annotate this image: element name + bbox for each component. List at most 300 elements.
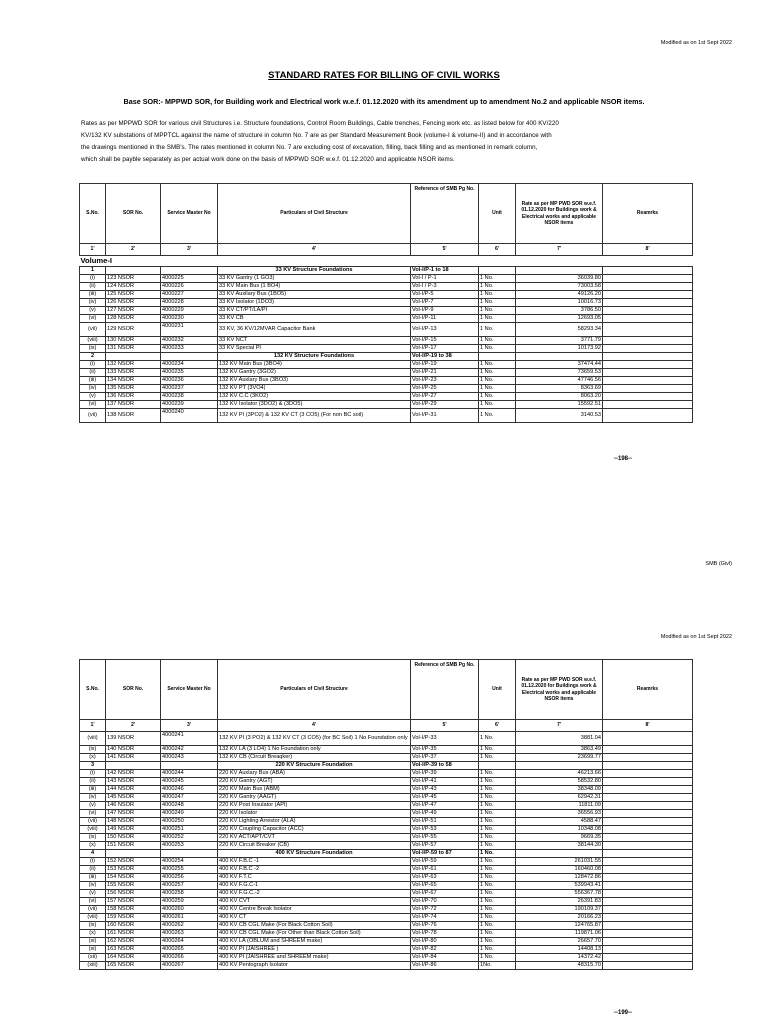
cell-unit: 1 No. xyxy=(479,746,516,754)
cell-sor: 126 NSOR xyxy=(106,299,161,307)
cell-rate: 10173.92 xyxy=(516,345,603,353)
cell-unit: 1 No. xyxy=(479,810,516,818)
table-row xyxy=(80,882,693,890)
cell-sno: (v) xyxy=(80,393,106,401)
table-row xyxy=(80,946,693,954)
cell-ref: Vol-I/P-49 xyxy=(411,810,479,818)
cell-sm: 4000240 xyxy=(161,409,218,423)
cell-sor: 146 NSOR xyxy=(106,802,161,810)
cell-rate: 3140.53 xyxy=(516,409,603,423)
cell-sm: 4000254 xyxy=(161,858,218,866)
cell-part: 132 KV PI (3PO2) & 132 KV CT (3 CO5) (For non BC soil) xyxy=(218,409,411,423)
cell-part: 220 KV Main Bus (ABM) xyxy=(218,786,411,794)
cell-sno: (i) xyxy=(80,770,106,778)
cell-rem xyxy=(603,826,693,834)
cell-rem xyxy=(603,299,693,307)
cell-sm: 4000264 xyxy=(161,938,218,946)
cell-rate: 49126.20 xyxy=(516,291,603,299)
cell-sno: (iv) xyxy=(80,385,106,393)
cell-ref: Vol-I/P-67 xyxy=(411,890,479,898)
cell-sm: 4000259 xyxy=(161,898,218,906)
cell-part: 400 KV F.B.C -2 xyxy=(218,866,411,874)
intro-paragraph xyxy=(81,118,681,166)
table-row xyxy=(80,307,693,315)
cell-sno: (vi) xyxy=(80,401,106,409)
table-row xyxy=(80,315,693,323)
cell-sno: (iii) xyxy=(80,874,106,882)
cell-rem xyxy=(603,732,693,746)
cell-sno: 1 xyxy=(80,267,106,275)
cell-sm: 4000252 xyxy=(161,834,218,842)
cell-sor: 129 NSOR xyxy=(106,323,161,337)
cell-rate: 3881.04 xyxy=(516,732,603,746)
cell-part: 400 KV F.G.C-1 xyxy=(218,882,411,890)
cell-unit: 1 No. xyxy=(479,914,516,922)
cell-ref: Vol-I/P-41 xyxy=(411,778,479,786)
cell-part: 33 KV Structure Foundations xyxy=(218,267,411,275)
cell-ref: Vol-I/P-55 xyxy=(411,834,479,842)
cell-part: 33 KV NCT xyxy=(218,337,411,345)
table-row xyxy=(80,954,693,962)
cell-rate: 48315.70 xyxy=(516,962,603,970)
table-row xyxy=(80,283,693,291)
cell-sm xyxy=(161,762,218,770)
cell-sm: 4000242 xyxy=(161,746,218,754)
cell-rem xyxy=(603,337,693,345)
cell-part: 400 KV CB CGL Make (For Other than Black Cotton Soil) xyxy=(218,930,411,938)
cell-part: 132 KV Gantry (3GO2) xyxy=(218,369,411,377)
cell-sm: 4000227 xyxy=(161,291,218,299)
cell-sor: 154 NSOR xyxy=(106,874,161,882)
cell-rem xyxy=(603,938,693,946)
cell-rem xyxy=(603,850,693,858)
cell-rate: 46213.66 xyxy=(516,770,603,778)
column-header: Service Master No xyxy=(161,660,218,720)
cell-unit: 1 No. xyxy=(479,938,516,946)
cell-rate: 37474.44 xyxy=(516,361,603,369)
cell-part: 132 KV PI (3 PO2) & 132 KV CT (3 CO5) (for BC Soil) 1 No Foundation only xyxy=(218,732,411,746)
cell-part: 132 KV Auxlary Bus (3BO3) xyxy=(218,377,411,385)
column-header: Unit xyxy=(479,660,516,720)
cell-sno: (i) xyxy=(80,858,106,866)
cell-sno: (v) xyxy=(80,802,106,810)
cell-ref: Vol-I/P-76 xyxy=(411,922,479,930)
table-header-row xyxy=(80,184,693,244)
column-number: 5' xyxy=(411,244,479,256)
cell-rate: 160460.08 xyxy=(516,866,603,874)
column-header: Reference of SMB Pg No. xyxy=(411,184,479,244)
cell-sno: (i) xyxy=(80,361,106,369)
table-row xyxy=(80,930,693,938)
cell-sm: 4000236 xyxy=(161,377,218,385)
cell-sno: (xiii) xyxy=(80,962,106,970)
cell-sor xyxy=(106,762,161,770)
cell-rem xyxy=(603,842,693,850)
cell-rem xyxy=(603,906,693,914)
cell-unit: 1 No. xyxy=(479,345,516,353)
cell-part: 220 KV Coupling Capacitor (ACC) xyxy=(218,826,411,834)
cell-sno: (ix) xyxy=(80,746,106,754)
column-header: Particulars of Civil Structure xyxy=(218,660,411,720)
cell-unit: 1 No. xyxy=(479,337,516,345)
cell-rate: 9669.35 xyxy=(516,834,603,842)
column-number: 7' xyxy=(516,720,603,732)
cell-ref: Vol-I/P-39 to 58 xyxy=(411,762,479,770)
cell-ref: Vol-I/P-47 xyxy=(411,802,479,810)
cell-part: 220 KV Gantry (AAGT) xyxy=(218,794,411,802)
cell-ref: Vol-I/P-82 xyxy=(411,946,479,954)
cell-sor: 152 NSOR xyxy=(106,858,161,866)
cell-sm: 4000267 xyxy=(161,962,218,970)
intro-line: Rates as per MPPWD SOR for various civil Structures i.e. Structure foundations, Control Room Buildings, Cable trenches, Fencing work etc. as listed below for 400 KV/220 xyxy=(81,120,559,127)
column-header: Unit xyxy=(479,184,516,244)
cell-ref: Vol-I/P-84 xyxy=(411,954,479,962)
cell-part: 132 KV Structure Foundations xyxy=(218,353,411,361)
cell-sno: (x) xyxy=(80,754,106,762)
cell-sm: 4000266 xyxy=(161,954,218,962)
cell-ref: Vol-I/P-70 xyxy=(411,898,479,906)
cell-rem xyxy=(603,353,693,361)
table-row xyxy=(80,874,693,882)
cell-rate: 14372.42 xyxy=(516,954,603,962)
cell-rate: 4588.47 xyxy=(516,818,603,826)
cell-sm: 4000249 xyxy=(161,810,218,818)
table-row xyxy=(80,858,693,866)
cell-sm: 4000260 xyxy=(161,906,218,914)
cell-sor: 128 NSOR xyxy=(106,315,161,323)
cell-sno: (iv) xyxy=(80,794,106,802)
cell-sm: 4000250 xyxy=(161,818,218,826)
cell-rem xyxy=(603,962,693,970)
cell-sno: (vii) xyxy=(80,409,106,423)
cell-sno: (viii) xyxy=(80,732,106,746)
cell-sm: 4000232 xyxy=(161,337,218,345)
cell-ref: Vol-I/P-65 xyxy=(411,882,479,890)
cell-sm: 4000228 xyxy=(161,299,218,307)
cell-ref: Vol-I/P-61 xyxy=(411,866,479,874)
cell-sm: 4000265 xyxy=(161,946,218,954)
cell-unit: 1 No. xyxy=(479,922,516,930)
column-header: Reference of SMB Pg No. xyxy=(411,660,479,720)
table-row xyxy=(80,834,693,842)
cell-sno: 2 xyxy=(80,353,106,361)
column-number: 7' xyxy=(516,244,603,256)
cell-rem xyxy=(603,409,693,423)
cell-sm: 4000248 xyxy=(161,802,218,810)
intro-line: which shall be payble separately as per actual work done on the basis of MPPWD SOR w.e.f. 01.12.2020 and applicable NSOR items. xyxy=(81,156,455,163)
cell-sor: 133 NSOR xyxy=(106,369,161,377)
cell-ref: Vol-I/P-7 xyxy=(411,299,479,307)
column-number: 4' xyxy=(218,720,411,732)
column-header: Reamrks xyxy=(603,660,693,720)
cell-unit: 1 No. xyxy=(479,866,516,874)
cell-sor xyxy=(106,850,161,858)
cell-sor: 131 NSOR xyxy=(106,345,161,353)
cell-rate xyxy=(516,762,603,770)
column-number: 8' xyxy=(603,720,693,732)
cell-rate xyxy=(516,850,603,858)
cell-part: 220 KV Isolator xyxy=(218,810,411,818)
cell-unit xyxy=(479,762,516,770)
cell-rate: 12693.05 xyxy=(516,315,603,323)
table-row xyxy=(80,898,693,906)
footer-note: SMB (Givl) xyxy=(705,561,732,567)
cell-rate: 14408.13 xyxy=(516,946,603,954)
cell-sno: (ix) xyxy=(80,834,106,842)
cell-sm: 4000234 xyxy=(161,361,218,369)
column-header: Rate as per MP PWD SOR w.e.f. 01.12.2020 for Buildings work & Electrical works and applicable NSOR items xyxy=(516,184,603,244)
table-row xyxy=(80,385,693,393)
cell-sno: (i) xyxy=(80,275,106,283)
cell-unit: 1 No. xyxy=(479,732,516,746)
table-row xyxy=(80,393,693,401)
cell-unit: 1 No. xyxy=(479,834,516,842)
column-number: 5' xyxy=(411,720,479,732)
cell-unit: 1 No. xyxy=(479,954,516,962)
cell-part: 400 KV F.G.C.-2 xyxy=(218,890,411,898)
cell-part: 400 KV CT xyxy=(218,914,411,922)
cell-rate: 36556.93 xyxy=(516,810,603,818)
cell-sor xyxy=(106,353,161,361)
cell-rate: 119871.06 xyxy=(516,930,603,938)
cell-part: 220 KV Lighting Arrestor (ALA) xyxy=(218,818,411,826)
cell-rem xyxy=(603,283,693,291)
cell-part: 33 KV, 36 KV/12MVAR Capacitor Bank xyxy=(218,323,411,337)
cell-unit: 1 No. xyxy=(479,930,516,938)
cell-ref: Vol-I/P-19 xyxy=(411,361,479,369)
cell-unit: 1 No. xyxy=(479,882,516,890)
cell-ref: Vol-I/P-59 xyxy=(411,858,479,866)
table-row xyxy=(80,810,693,818)
cell-unit: 1 No. xyxy=(479,826,516,834)
cell-rem xyxy=(603,315,693,323)
base-sor-note: Base SOR:- MPPWD SOR, for Building work and Electrical work w.e.f. 01.12.2020 with its amendment up to amendment No.2 and applicable NSOR items. xyxy=(123,97,645,106)
cell-rate: 124765.87 xyxy=(516,922,603,930)
cell-rem xyxy=(603,778,693,786)
cell-part: 220 KV Post Insulator (API) xyxy=(218,802,411,810)
cell-rate: 73659.53 xyxy=(516,369,603,377)
cell-ref: Vol-I/P-72 xyxy=(411,906,479,914)
cell-rem xyxy=(603,786,693,794)
volume-row xyxy=(80,256,693,267)
table-row xyxy=(80,409,693,423)
cell-sno: (iii) xyxy=(80,377,106,385)
cell-part: 400 KV Structure Foundation xyxy=(218,850,411,858)
cell-ref: Vol-I/P-9 xyxy=(411,307,479,315)
column-number: 3' xyxy=(161,720,218,732)
table-row xyxy=(80,337,693,345)
cell-unit: 1 No. xyxy=(479,842,516,850)
cell-sno: (ii) xyxy=(80,369,106,377)
cell-sno: (vii) xyxy=(80,906,106,914)
cell-unit: 1No. xyxy=(479,962,516,970)
cell-sno: (v) xyxy=(80,890,106,898)
cell-unit: 1 No. xyxy=(479,874,516,882)
cell-sor: 135 NSOR xyxy=(106,385,161,393)
cell-part: 132 KV C.C (3KO2) xyxy=(218,393,411,401)
cell-ref: Vol-I/P-19 to 38 xyxy=(411,353,479,361)
cell-rem xyxy=(603,922,693,930)
cell-part: 400 KV CB CGL Make (For Black Cotton Soil) xyxy=(218,922,411,930)
cell-ref: Vol-I/P-29 xyxy=(411,401,479,409)
table-row xyxy=(80,299,693,307)
cell-unit: 1 No. xyxy=(479,283,516,291)
cell-ref: Vol-I/P-59 to 87 xyxy=(411,850,479,858)
cell-unit: 1 No. xyxy=(479,323,516,337)
cell-rem xyxy=(603,323,693,337)
cell-ref: Vol-I/P-78 xyxy=(411,930,479,938)
cell-ref: Vol-I/P-11 xyxy=(411,315,479,323)
cell-ref: Vol-I/P-63 xyxy=(411,874,479,882)
cell-rate: 26391.83 xyxy=(516,898,603,906)
cell-sor: 140 NSOR xyxy=(106,746,161,754)
cell-ref: Vol-I/P-57 xyxy=(411,842,479,850)
cell-sm xyxy=(161,353,218,361)
cell-sm: 4000245 xyxy=(161,778,218,786)
cell-rem xyxy=(603,946,693,954)
cell-rate: 36039.80 xyxy=(516,275,603,283)
table-row xyxy=(80,275,693,283)
cell-unit: 1 No. xyxy=(479,818,516,826)
column-header: Particulars of Civil Structure xyxy=(218,184,411,244)
cell-rem xyxy=(603,898,693,906)
table-row xyxy=(80,732,693,746)
cell-sor: 134 NSOR xyxy=(106,377,161,385)
cell-sor: 136 NSOR xyxy=(106,393,161,401)
cell-unit: 1 No. xyxy=(479,754,516,762)
intro-line: KV/132 KV substations of MPPTCL against the name of structure in column No. 7 are as per Standard Measurement Book (volume-I & volume-II) and in accordance with xyxy=(81,132,552,139)
cell-sor: 159 NSOR xyxy=(106,914,161,922)
table-row xyxy=(80,938,693,946)
cell-unit: 1 No. xyxy=(479,409,516,423)
cell-sm: 4000238 xyxy=(161,393,218,401)
cell-sno: (iv) xyxy=(80,299,106,307)
cell-rate: 73003.58 xyxy=(516,283,603,291)
cell-rem xyxy=(603,802,693,810)
table-row xyxy=(80,786,693,794)
cell-sm: 4000243 xyxy=(161,754,218,762)
column-number-row xyxy=(80,244,693,256)
cell-rem xyxy=(603,275,693,283)
cell-sno: (vi) xyxy=(80,810,106,818)
table-row xyxy=(80,401,693,409)
cell-sno: (vii) xyxy=(80,323,106,337)
page-number: --199-- xyxy=(614,1010,633,1016)
cell-ref: Vol-I/P-15 xyxy=(411,337,479,345)
cell-unit: 1 No. xyxy=(479,906,516,914)
cell-rate: 190109.37 xyxy=(516,906,603,914)
modified-note: Modified as on 1st Sept 2022 xyxy=(660,634,732,640)
cell-unit: 1 No. xyxy=(479,770,516,778)
cell-sor: 132 NSOR xyxy=(106,361,161,369)
column-number: 1' xyxy=(80,244,106,256)
cell-ref: Vol-I/P-43 xyxy=(411,786,479,794)
cell-part: 33 KV CB xyxy=(218,315,411,323)
table-row xyxy=(80,962,693,970)
cell-rem xyxy=(603,866,693,874)
cell-unit: 1 No. xyxy=(479,307,516,315)
cell-rem xyxy=(603,746,693,754)
cell-part: 400 KV Centre Break Isolator xyxy=(218,906,411,914)
cell-sor: 130 NSOR xyxy=(106,337,161,345)
column-number-row xyxy=(80,720,693,732)
cell-part: 400 KV CVT xyxy=(218,898,411,906)
cell-sm: 4000239 xyxy=(161,401,218,409)
cell-ref: Vol-I/P-53 xyxy=(411,826,479,834)
column-header: Service Master No xyxy=(161,184,218,244)
cell-part: 400 KV Pentograph Isolator xyxy=(218,962,411,970)
cell-sm: 4000244 xyxy=(161,770,218,778)
cell-sno: (viii) xyxy=(80,826,106,834)
cell-sm: 4000258 xyxy=(161,890,218,898)
rates-table xyxy=(79,183,693,423)
section-row xyxy=(80,850,693,858)
column-header: SOR No. xyxy=(106,660,161,720)
cell-sor: 156 NSOR xyxy=(106,890,161,898)
section-row xyxy=(80,267,693,275)
table-row xyxy=(80,818,693,826)
cell-sno: 3 xyxy=(80,762,106,770)
cell-rem xyxy=(603,794,693,802)
cell-sm: 4000237 xyxy=(161,385,218,393)
cell-unit: 1 No. xyxy=(479,946,516,954)
cell-rate: 11811.09 xyxy=(516,802,603,810)
cell-part: 33 KV Special PI xyxy=(218,345,411,353)
cell-rem xyxy=(603,377,693,385)
cell-sm: 4000262 xyxy=(161,922,218,930)
cell-unit xyxy=(479,267,516,275)
cell-rem xyxy=(603,770,693,778)
section-row xyxy=(80,762,693,770)
cell-sno: 4 xyxy=(80,850,106,858)
cell-sor: 158 NSOR xyxy=(106,906,161,914)
cell-sor: 141 NSOR xyxy=(106,754,161,762)
cell-sno: (ix) xyxy=(80,922,106,930)
volume-label: Volume-I xyxy=(80,256,693,267)
cell-rem xyxy=(603,361,693,369)
cell-rate: 539943.41 xyxy=(516,882,603,890)
table-row xyxy=(80,802,693,810)
table-row xyxy=(80,794,693,802)
table-row xyxy=(80,345,693,353)
cell-part: 132 KV Isolator (3DO2) & (3DO5) xyxy=(218,401,411,409)
cell-part: 220 KV Auxlary Bus (ABA) xyxy=(218,770,411,778)
cell-sm: 4000246 xyxy=(161,786,218,794)
cell-rate: 261031.55 xyxy=(516,858,603,866)
table-row xyxy=(80,914,693,922)
table-row xyxy=(80,922,693,930)
cell-sno: (x) xyxy=(80,930,106,938)
column-number: 3' xyxy=(161,244,218,256)
cell-ref: Vol-I/P-1 to 18 xyxy=(411,267,479,275)
cell-part: 132 KV Main Bus (3BO4) xyxy=(218,361,411,369)
cell-part: 33 KV Gantry (1 GO3) xyxy=(218,275,411,283)
table-row xyxy=(80,746,693,754)
cell-sm: 4000261 xyxy=(161,914,218,922)
cell-rate: 58532.80 xyxy=(516,778,603,786)
cell-sm: 4000263 xyxy=(161,930,218,938)
cell-part: 132 KV LA (3 LO4) 1 No Foundation only xyxy=(218,746,411,754)
table-row xyxy=(80,323,693,337)
cell-rem xyxy=(603,930,693,938)
cell-rem xyxy=(603,954,693,962)
column-header: S.No. xyxy=(80,184,106,244)
cell-sm: 4000229 xyxy=(161,307,218,315)
cell-part: 132 KV PT (3VO4) xyxy=(218,385,411,393)
cell-sno: (xi) xyxy=(80,946,106,954)
cell-sor: 137 NSOR xyxy=(106,401,161,409)
cell-rem xyxy=(603,345,693,353)
